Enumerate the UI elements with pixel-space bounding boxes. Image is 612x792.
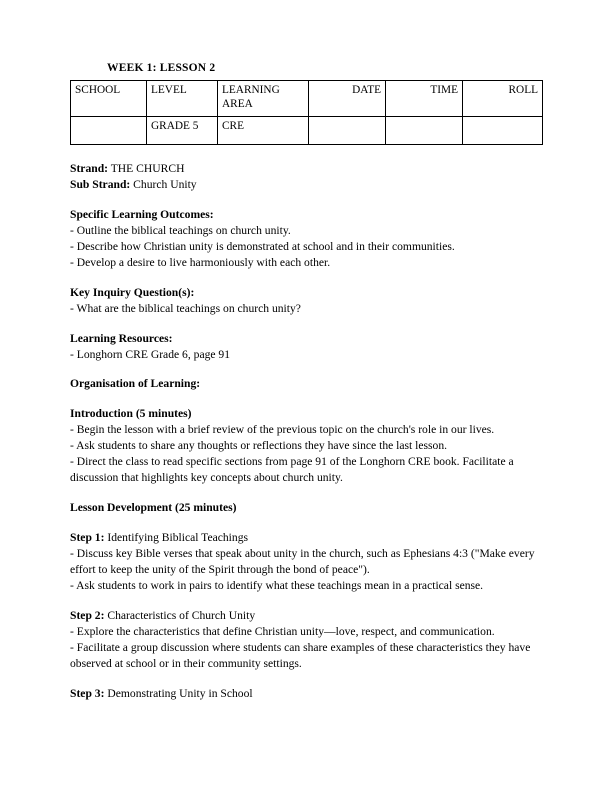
table-cell-school xyxy=(71,116,147,144)
outcome-item: - Describe how Christian unity is demonstrated at school and in their communities. xyxy=(70,239,455,253)
spacer xyxy=(70,594,542,608)
lesson-info-table xyxy=(70,80,543,145)
organisation-of-learning-heading: Organisation of Learning: xyxy=(70,377,201,391)
spacer xyxy=(70,193,542,207)
step-2-label: Step 2: xyxy=(70,609,105,623)
sub-strand-label: Sub Strand: xyxy=(70,177,131,191)
table-header-time: TIME xyxy=(386,80,463,116)
table-header-roll: ROLL xyxy=(463,80,543,116)
spacer xyxy=(70,672,542,686)
step-1-text: Identifying Biblical Teachings xyxy=(104,531,249,545)
specific-learning-outcomes-heading: Specific Learning Outcomes: xyxy=(70,207,214,221)
step-2-text: Characteristics of Church Unity xyxy=(104,609,256,623)
table-header-row xyxy=(71,80,543,116)
step-1-label: Step 1: xyxy=(70,531,105,545)
learning-resource-item: - Longhorn CRE Grade 6, page 91 xyxy=(70,347,231,361)
step-3-title xyxy=(70,686,542,702)
step-3-text: Demonstrating Unity in School xyxy=(104,687,253,701)
table-header-learning-area: LEARNING AREA xyxy=(218,80,309,116)
learning-resources-heading: Learning Resources: xyxy=(70,331,173,345)
table-cell-roll xyxy=(463,116,543,144)
key-inquiry-item: - What are the biblical teachings on church unity? xyxy=(70,301,301,315)
spacer xyxy=(70,516,542,530)
strand-line xyxy=(70,161,542,177)
introduction-item: - Begin the lesson with a brief review of the previous topic on the church's role in our lives. xyxy=(70,423,495,437)
page-title: WEEK 1: LESSON 2 xyxy=(107,62,216,74)
step-1-item: - Ask students to work in pairs to identify what these teachings mean in a practical sense. xyxy=(70,579,484,593)
spacer xyxy=(70,486,542,500)
strand-value: THE CHURCH xyxy=(110,161,185,175)
table-cell-time xyxy=(386,116,463,144)
step-2-item: - Explore the characteristics that define Christian unity—love, respect, and communication. xyxy=(70,625,495,639)
outcome-item: - Develop a desire to live harmoniously with each other. xyxy=(70,255,331,269)
table-cell-date xyxy=(309,116,386,144)
step-2-item: - Facilitate a group discussion where students can share examples of these characteristics they have observed at school or in their community settings. xyxy=(70,641,531,671)
spacer xyxy=(70,392,542,406)
introduction-item: - Ask students to share any thoughts or reflections they have since the last lesson. xyxy=(70,439,448,453)
spacer xyxy=(70,271,542,285)
introduction-item: - Direct the class to read specific sections from page 91 of the Longhorn CRE book. Facilitate a discussion that highlights key concepts about church unity. xyxy=(70,455,514,485)
step-1-title xyxy=(70,530,542,546)
introduction-heading: Introduction (5 minutes) xyxy=(70,407,192,421)
step-3-label: Step 3: xyxy=(70,687,105,701)
lesson-development-heading: Lesson Development (25 minutes) xyxy=(70,501,237,515)
step-2-title xyxy=(70,608,542,624)
strand-label: Strand: xyxy=(70,161,109,175)
table-row xyxy=(71,116,543,144)
sub-strand-line xyxy=(70,177,542,193)
table-cell-level: GRADE 5 xyxy=(147,116,218,144)
document-content xyxy=(70,62,542,702)
table-header-date: DATE xyxy=(309,80,386,116)
spacer xyxy=(70,317,542,331)
key-inquiry-heading: Key Inquiry Question(s): xyxy=(70,285,195,299)
step-1-item: - Discuss key Bible verses that speak about unity in the church, such as Ephesians 4:3 ("Make every effort to keep the unity of the Spirit through the bond of peace"). xyxy=(70,547,535,577)
table-header-level: LEVEL xyxy=(147,80,218,116)
sub-strand-value: Church Unity xyxy=(133,177,197,191)
table-cell-learning-area: CRE xyxy=(218,116,309,144)
spacer xyxy=(70,362,542,376)
table-header-school: SCHOOL xyxy=(71,80,147,116)
outcome-item: - Outline the biblical teachings on church unity. xyxy=(70,223,291,237)
